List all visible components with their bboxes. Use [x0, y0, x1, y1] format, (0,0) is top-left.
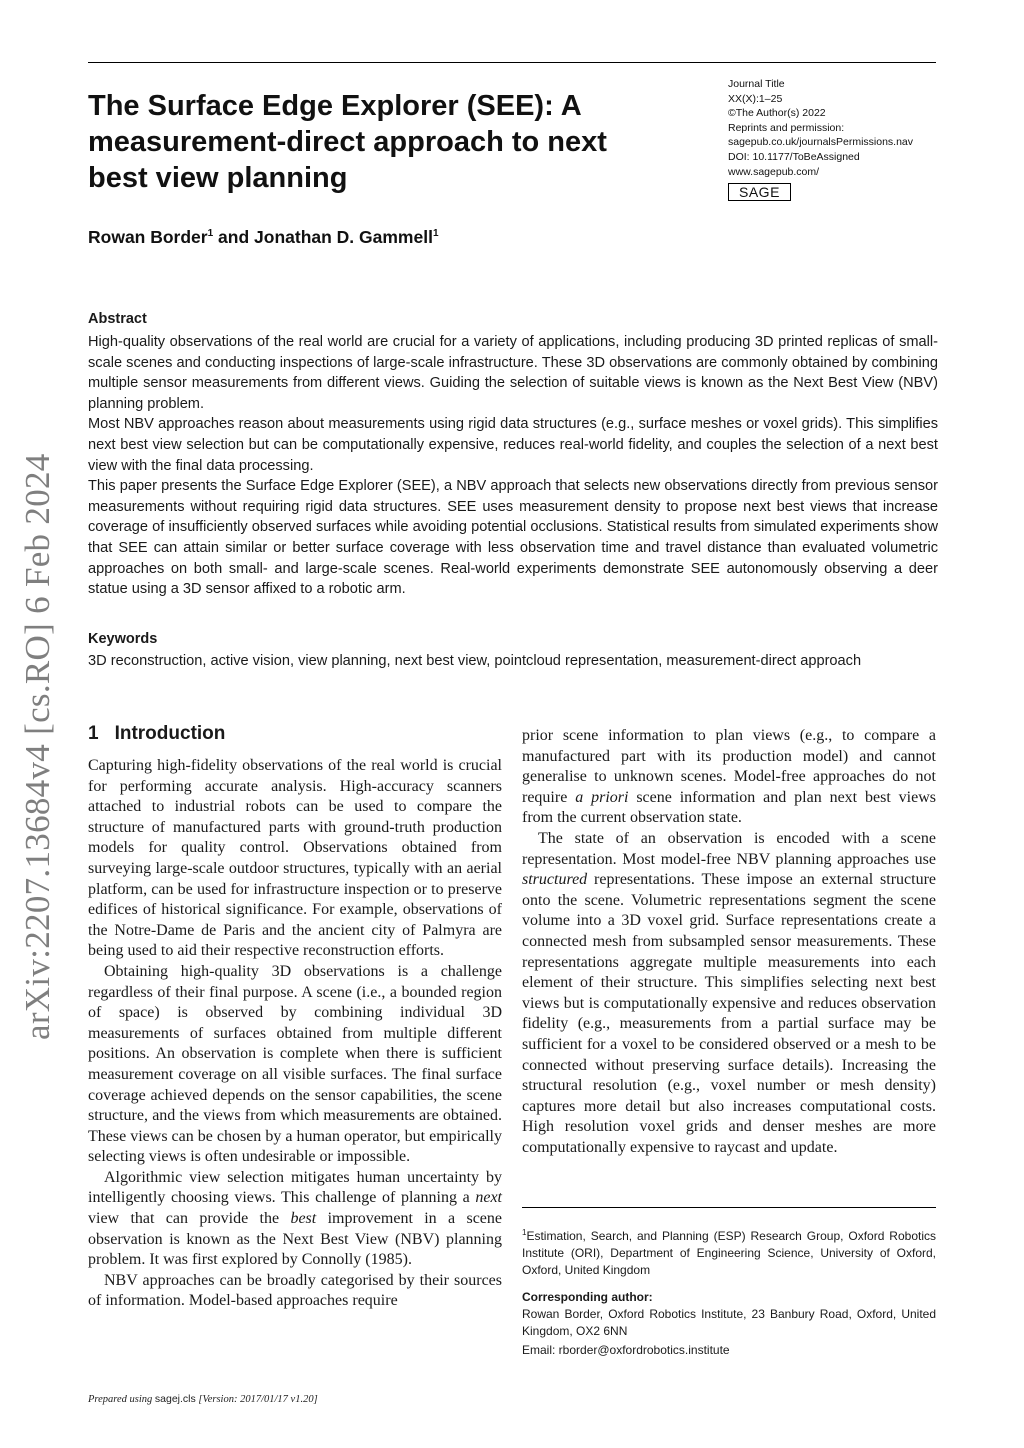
- left-column: [88, 756, 502, 1312]
- corresponding-address: Rowan Border, Oxford Robotics Institute, 23 Banbury Road, Oxford, United Kingdom, OX2 6NN: [522, 1307, 936, 1338]
- reprints-link[interactable]: sagepub.co.uk/journalsPermissions.nav: [728, 136, 914, 149]
- footnote-marker: 1: [522, 1228, 527, 1237]
- body-paragraph: Capturing high-fidelity observations of the real world is crucial for performing accurate analysis. High-accuracy scanners attached to industrial robots can be used to compare the structure of manufactured parts with ground-truth production models for quality control. Observations obtained from surveying large-scale outdoor structures, typically with an aerial platform, can be used for infrastructure inspection or to preserve edifices of historical significance. For example, observations of the Notre-Dame de Paris and the ancient city of Palmyra are being used to aid their respective reconstruction efforts.: [88, 757, 502, 960]
- emphasis: next: [475, 1189, 502, 1207]
- abstract-paragraph: This paper presents the Surface Edge Explorer (SEE), a NBV approach that selects new observations directly from previous sensor measurements without requiring rigid data structures. SEE uses measurement density to propose next best views that increase coverage of insufficiently observed surfaces while avoiding potential occlusions. Statistical results from simulated experiments show that SEE can attain similar or better surface coverage with less observation time and travel distance than evaluated volumetric approaches on both small- and large-scale scenes. Real-world experiments demonstrate SEE autonomously observing a deer statue using a 3D sensor affixed to a robotic arm.: [88, 478, 938, 598]
- page-footer: Prepared using sagej.cls [Version: 2017/01/17 v1.20]: [88, 1393, 318, 1405]
- right-column: [522, 726, 936, 1158]
- section-number: 1: [88, 723, 99, 744]
- class-file: sagej.cls: [154, 1393, 196, 1405]
- journal-doi[interactable]: DOI: 10.1177/ToBeAssigned: [728, 150, 860, 163]
- keywords-list: 3D reconstruction, active vision, view planning, next best view, pointcloud representation, measurement-direct approach: [88, 653, 862, 669]
- sage-logo: SAGE: [728, 183, 791, 201]
- author-connector: and: [213, 227, 255, 247]
- author-name: Jonathan D. Gammell: [254, 227, 433, 247]
- journal-volume: XX(X):1–25: [728, 92, 783, 105]
- emphasis: a priori: [575, 788, 629, 806]
- author-list: [88, 227, 439, 248]
- abstract-body: [88, 332, 938, 600]
- emphasis: structured: [522, 871, 588, 889]
- abstract-paragraph: Most NBV approaches reason about measurements using rigid data structures (e.g., surface meshes or voxel grids). This simplifies next best view selection but can be computationally expensive, reduces real-world fidelity, and couples the selection of a next best view with the final data processing.: [88, 416, 938, 474]
- journal-copyright: ©The Author(s) 2022: [728, 107, 826, 120]
- journal-info: [728, 77, 943, 202]
- journal-name: Journal Title: [728, 78, 785, 90]
- body-paragraph: prior scene information to plan views (e.g., to compare a manufactured part with its production model) and cannot generalise to unknown scenes. Model-free approaches do not require a priori scene information and plan next best views from the current observation state.: [522, 727, 937, 827]
- keywords-heading: Keywords: [88, 631, 158, 647]
- body-paragraph: NBV approaches can be broadly categorised by their sources of information. Model-based approaches require: [88, 1271, 502, 1310]
- paper-title: The Surface Edge Explorer (SEE): A measurement-direct approach to next best view planning: [88, 90, 607, 194]
- affiliation-footnote: $^1$Estimation, Search, and Planning (ESP) Research Group, Oxford Robotics Institute (ORI), Department of Engineering Science, University of Oxford, Oxford, United Kingdom: [522, 1228, 936, 1277]
- footnote-rule: [522, 1207, 936, 1208]
- section-heading: [88, 723, 225, 745]
- corresponding-email[interactable]: Email: rborder@oxfordrobotics.institute: [522, 1343, 730, 1357]
- abstract-paragraph: High-quality observations of the real world are crucial for a variety of applications, including producing 3D printed replicas of small-scale scenes and conducting inspections of large-scale infrastructure. These 3D observations are commonly obtained by combining multiple sensor measurements from different views. Guiding the selection of suitable views is known as the Next Best View (NBV) planning problem.: [88, 334, 938, 412]
- journal-website[interactable]: www.sagepub.com/: [728, 165, 820, 178]
- abstract-heading: Abstract: [88, 311, 147, 327]
- body-paragraph: Algorithmic view selection mitigates human uncertainty by intelligently choosing views. This challenge of planning a next view that can provide the best improvement in a scene observation is known as the Next Best View (NBV) planning problem. It was first explored by Connolly (1985).: [88, 1168, 503, 1269]
- corresponding-heading: Corresponding author:: [522, 1290, 653, 1304]
- author-name: Rowan Border: [88, 227, 208, 247]
- header-rule: [88, 62, 936, 63]
- section-title: Introduction: [114, 723, 226, 744]
- body-paragraph: The state of an observation is encoded with a scene representation. Most model-free NBV planning approaches use structured representations. These impose an external structure onto the scene. Volumetric representations segment the scene volume into a 3D voxel grid. Surface representations create a connected mesh from subsampled sensor measurements. These representations aggregate multiple measurements into each element of their structure. This simplifies selecting next best views but is computationally expensive and reduces observation fidelity (e.g., measurements from a partial surface may be sufficient for a voxel to be considered observed or a mesh to be connected without preserving surface details). Increasing the structural resolution (e.g., voxel number or mesh density) captures more detail but also increases computational costs. High resolution voxel grids and denser meshes are more computationally expensive to raycast and update.: [522, 829, 936, 1156]
- affiliation-marker: 1: [207, 228, 214, 240]
- reprints-label: Reprints and permission:: [728, 121, 845, 134]
- body-paragraph: Obtaining high-quality 3D observations is a challenge regardless of their final purpose. A scene (i.e., a bounded region of space) is observed by combining individual 3D measurements of surfaces obtained from multiple different positions. An observation is complete when there is sufficient measurement coverage on all visible surfaces. The final surface coverage achieved depends on the sensor capabilities, the scene structure, and the views from which measurements are obtained. These views can be chosen by a human operator, but empirically selecting views is often undesirable or impossible.: [88, 962, 502, 1166]
- arxiv-stamp: arXiv:2207.13684v4 [cs.RO] 6 Feb 2024: [18, 453, 57, 1040]
- affiliation-marker: 1: [432, 228, 439, 240]
- corresponding-author: [522, 1289, 936, 1359]
- emphasis: best: [290, 1210, 317, 1228]
